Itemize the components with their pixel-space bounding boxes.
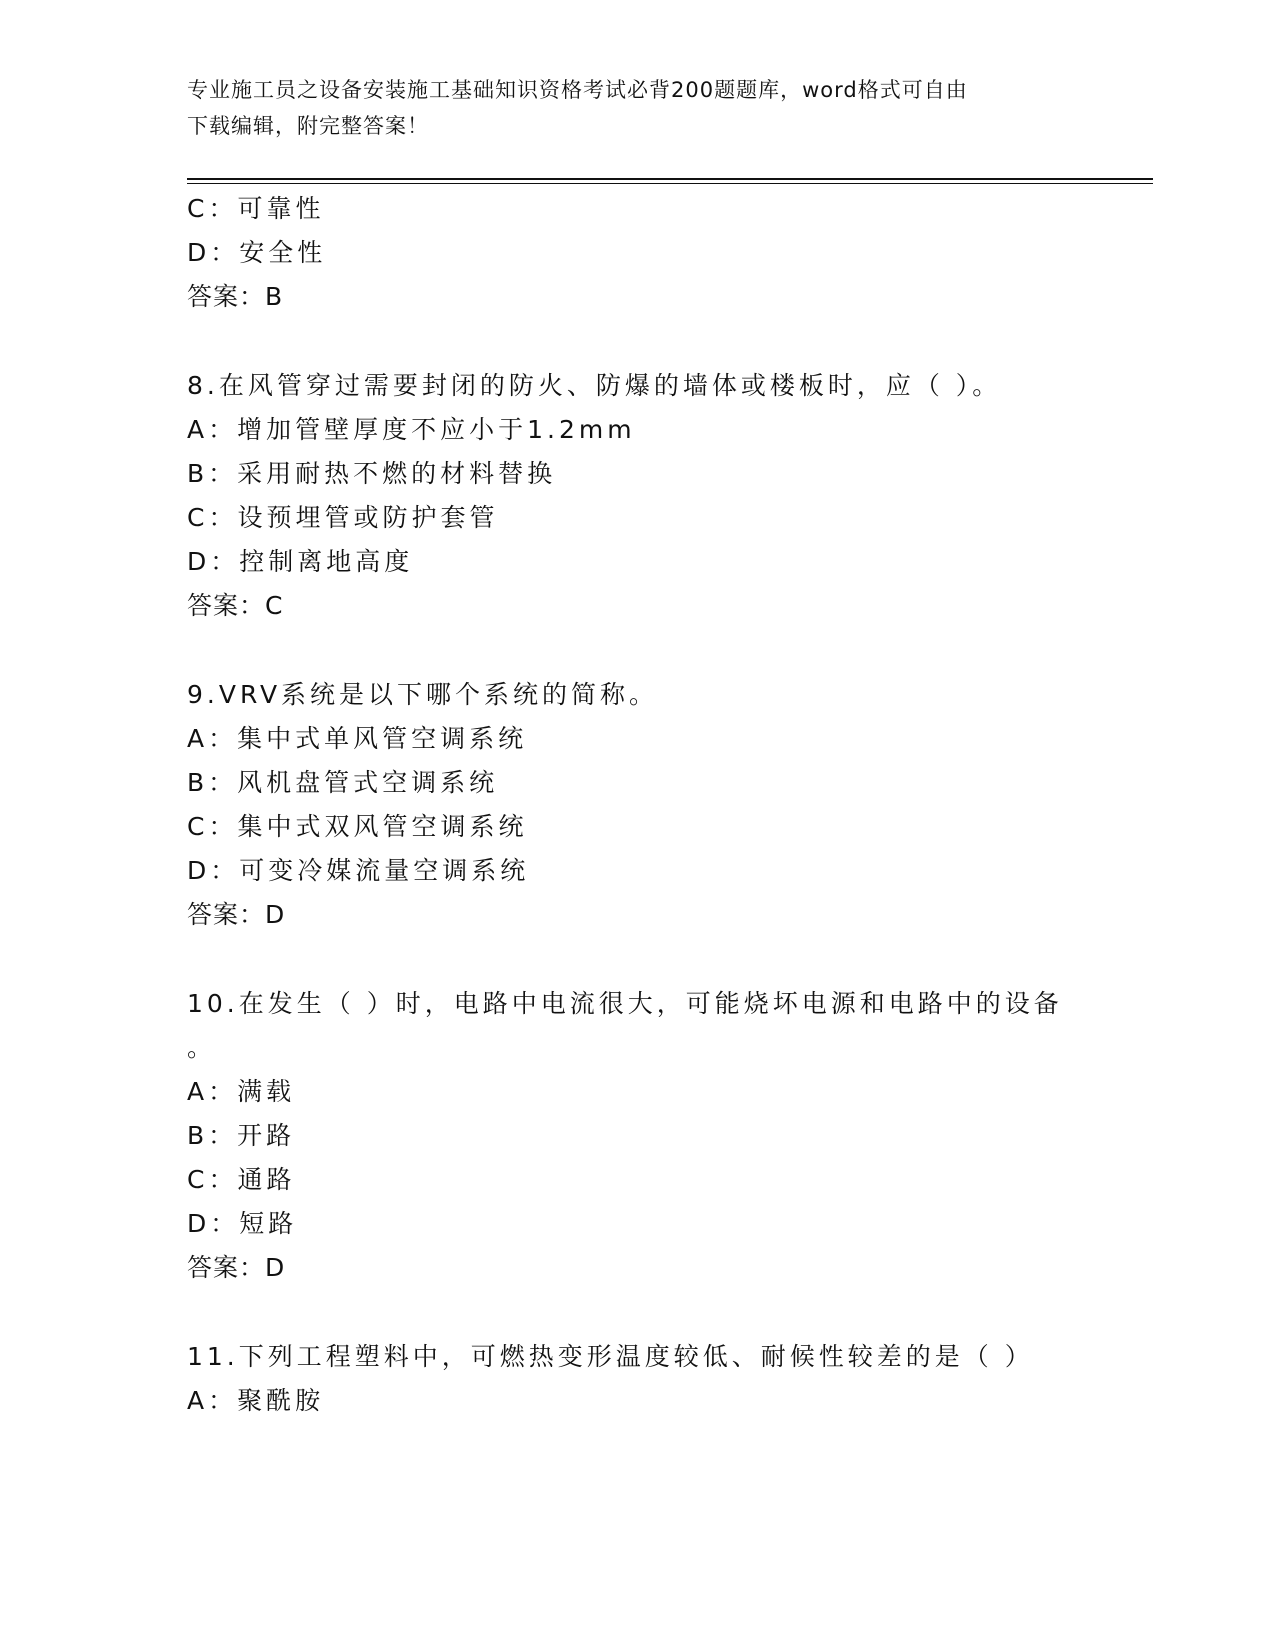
q8-question: 8.在风管穿过需要封闭的防火、防爆的墙体或楼板时，应（ ）。 bbox=[187, 371, 1002, 400]
q9-option-d: D：可变冷媒流量空调系统 bbox=[187, 856, 530, 885]
q9-option-c: C：集中式双风管空调系统 bbox=[187, 812, 528, 841]
document-header bbox=[187, 72, 1067, 144]
q10-option-d: D：短路 bbox=[187, 1209, 298, 1238]
q7-answer: 答案：B bbox=[187, 282, 284, 311]
header-line-1: 专业施工员之设备安装施工基础知识资格考试必背200题题库，word格式可自由 bbox=[187, 78, 968, 102]
q10-option-a: A：满载 bbox=[187, 1077, 296, 1106]
q10-answer: 答案：D bbox=[187, 1253, 286, 1282]
q10-option-c: C：通路 bbox=[187, 1165, 296, 1194]
q8-answer: 答案：C bbox=[187, 591, 284, 620]
q9-answer: 答案：D bbox=[187, 900, 286, 929]
header-divider-thick bbox=[187, 178, 1153, 180]
q10-question: 10.在发生（ ）时，电路中电流很大，可能烧坏电源和电路中的设备 bbox=[187, 989, 1063, 1018]
q11-option-a: A：聚酰胺 bbox=[187, 1386, 325, 1415]
q8-option-b: B：采用耐热不燃的材料替换 bbox=[187, 459, 557, 488]
header-line-2: 下载编辑，附完整答案！ bbox=[187, 114, 429, 138]
q9-option-b: B：风机盘管式空调系统 bbox=[187, 768, 499, 797]
q7-option-d: D：安全性 bbox=[187, 238, 327, 267]
q11-question: 11.下列工程塑料中，可燃热变形温度较低、耐候性较差的是（ ） bbox=[187, 1342, 1034, 1371]
q9-question: 9.VRV系统是以下哪个系统的简称。 bbox=[187, 680, 659, 709]
q9-option-a: A：集中式单风管空调系统 bbox=[187, 724, 528, 753]
q8-option-a: A：增加管壁厚度不应小于1.2mm bbox=[187, 415, 636, 444]
q10-option-b: B：开路 bbox=[187, 1121, 296, 1150]
q8-option-d: D：控制离地高度 bbox=[187, 547, 414, 576]
q8-option-c: C：设预埋管或防护套管 bbox=[187, 503, 499, 532]
q10-question-continuation: 。 bbox=[187, 1033, 217, 1062]
header-divider-thin bbox=[187, 183, 1153, 184]
q7-option-c: C：可靠性 bbox=[187, 194, 325, 223]
